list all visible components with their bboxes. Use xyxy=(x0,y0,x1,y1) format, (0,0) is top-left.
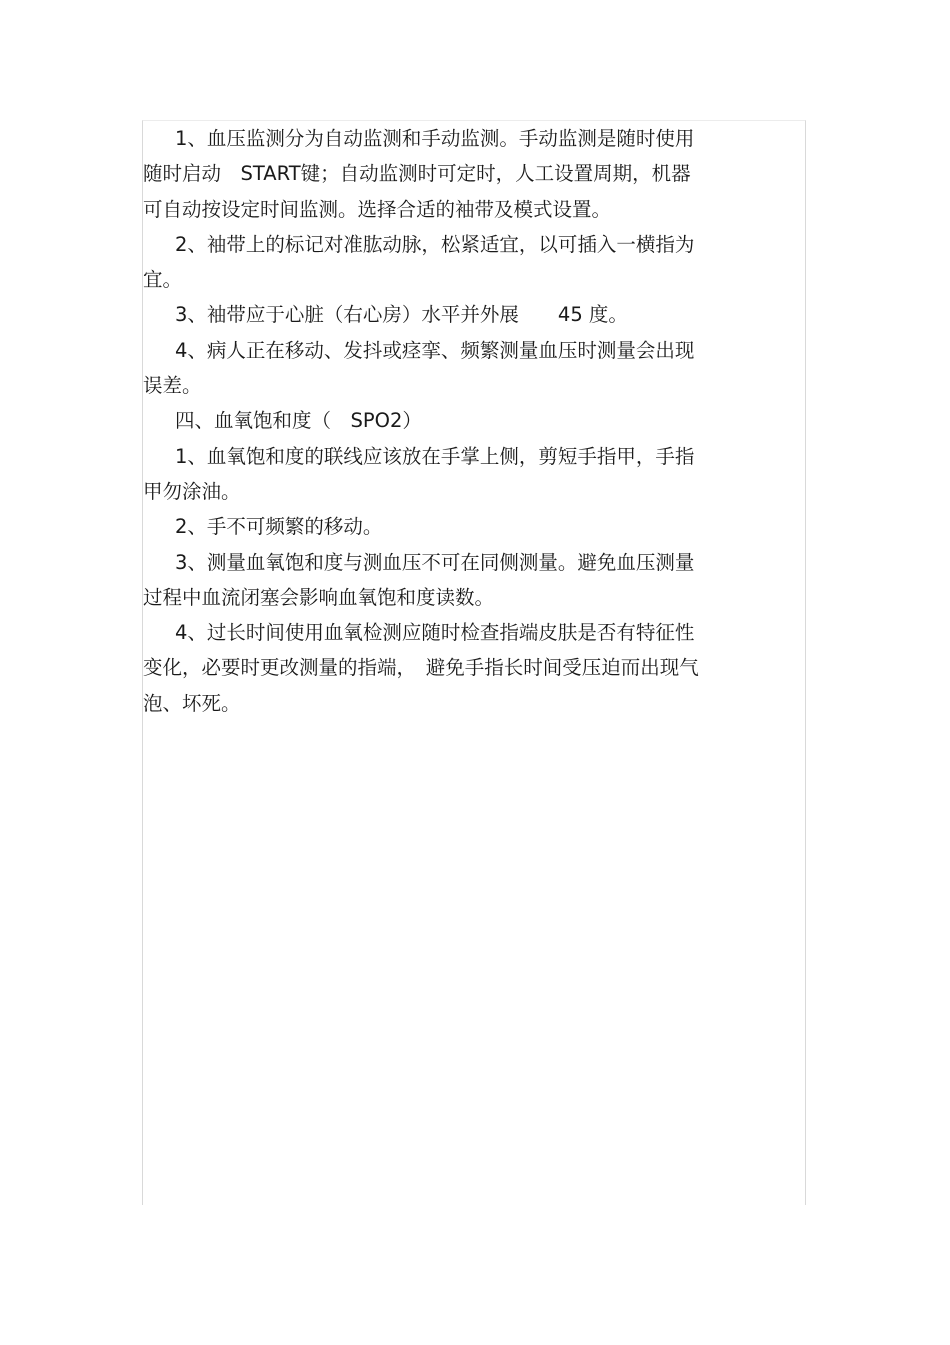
paragraph-spo2-4 xyxy=(143,615,783,721)
text-line: 1、血氧饱和度的联线应该放在手掌上侧，剪短手指甲，手指 xyxy=(175,444,695,468)
text-line: 可自动按设定时间监测。选择合适的袖带及模式设置。 xyxy=(143,197,612,221)
paragraph-spo2-1 xyxy=(143,439,783,510)
text-line: 4、过长时间使用血氧检测应随时检查指端皮肤是否有特征性 xyxy=(175,621,695,645)
text-line: 3、袖带应于心脏（右心房）水平并外展 45 度。 xyxy=(175,303,628,327)
text-line: 甲勿涂油。 xyxy=(143,479,241,503)
text-line: 变化，必要时更改测量的指端， 避免手指长时间受压迫而出现气 xyxy=(143,656,699,680)
paragraph-spo2-3 xyxy=(143,545,783,616)
paragraph-bp-3 xyxy=(143,297,783,332)
text-line: 宜。 xyxy=(143,268,183,292)
section-heading-spo2 xyxy=(143,403,783,438)
paragraph-bp-1 xyxy=(143,121,783,227)
paragraph-spo2-2 xyxy=(143,509,783,544)
text-line: 3、测量血氧饱和度与测血压不可在同侧测量。避免血压测量 xyxy=(175,550,695,574)
text-line: 随时启动 START键；自动监测时可定时，人工设置周期，机器 xyxy=(143,162,691,186)
document-body xyxy=(143,121,783,721)
text-line: 1、血压监测分为自动监测和手动监测。手动监测是随时使用 xyxy=(175,127,695,150)
text-line: 过程中血流闭塞会影响血氧饱和度读数。 xyxy=(143,585,495,609)
text-line: 误差。 xyxy=(143,374,202,398)
paragraph-bp-2 xyxy=(143,227,783,298)
text-line: 泡、坏死。 xyxy=(143,691,241,715)
text-line: 4、病人正在移动、发抖或痉挛、频繁测量血压时测量会出现 xyxy=(175,338,695,362)
text-line: 2、袖带上的标记对准肱动脉，松紧适宜，以可插入一横指为 xyxy=(175,232,695,256)
text-line: 2、手不可频繁的移动。 xyxy=(175,515,383,539)
section-heading: 四、血氧饱和度（ SPO2） xyxy=(175,409,422,433)
paragraph-bp-4 xyxy=(143,333,783,404)
